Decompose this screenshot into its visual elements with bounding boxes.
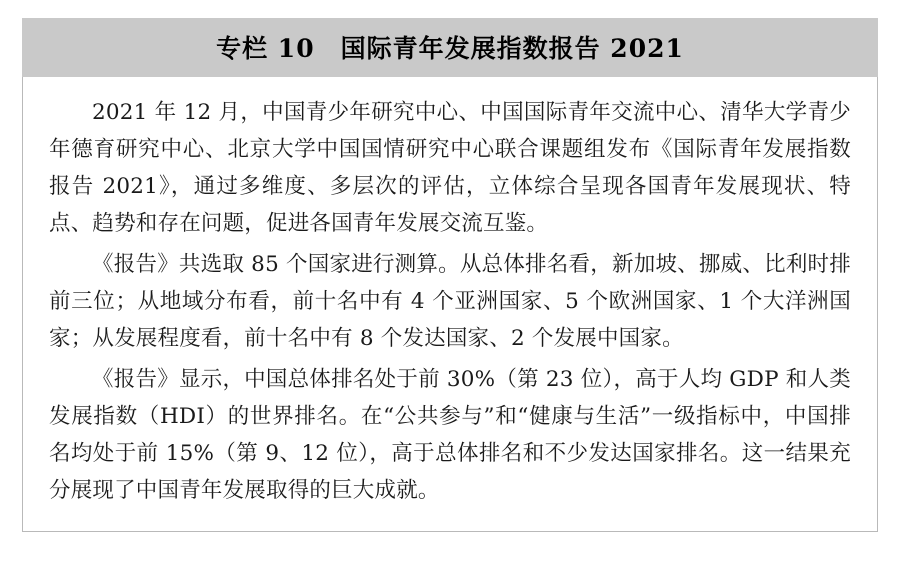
box-number-label: 专栏 10 (216, 34, 315, 63)
box-title-text: 国际青年发展指数报告 2021 (340, 34, 684, 63)
box-body (22, 77, 878, 532)
paragraph: 《报告》共选取 85 个国家进行测算。从总体排名看，新加坡、挪威、比利时排前三位；从地域分布看，前十名中有 4 个亚洲国家、5 个欧洲国家、1 个大洋洲国家；从发展程度看，前十名中有 8 个发达国家、2 个发展中国家。 (49, 251, 851, 351)
paragraph: 《报告》显示，中国总体排名处于前 30%（第 23 位），高于人均 GDP 和人类发展指数（HDI）的世界排名。在“公共参与”和“健康与生活”一级指标中，中国排名均处于前 15%（第 9、12 位），高于总体排名和不少发达国家排名。这一结果充分展现了中国青年发展取得的巨大成就。 (49, 366, 851, 503)
box-title-bar (22, 18, 878, 77)
paragraph: 2021 年 12 月，中国青少年研究中心、中国国际青年交流中心、清华大学青少年德育研究中心、北京大学中国国情研究中心联合课题组发布《国际青年发展指数报告 2021》，通过多维度、多层次的评估，立体综合呈现各国青年发展现状、特点、趋势和存在问题，促进各国青年发展交流互鉴。 (49, 100, 851, 236)
